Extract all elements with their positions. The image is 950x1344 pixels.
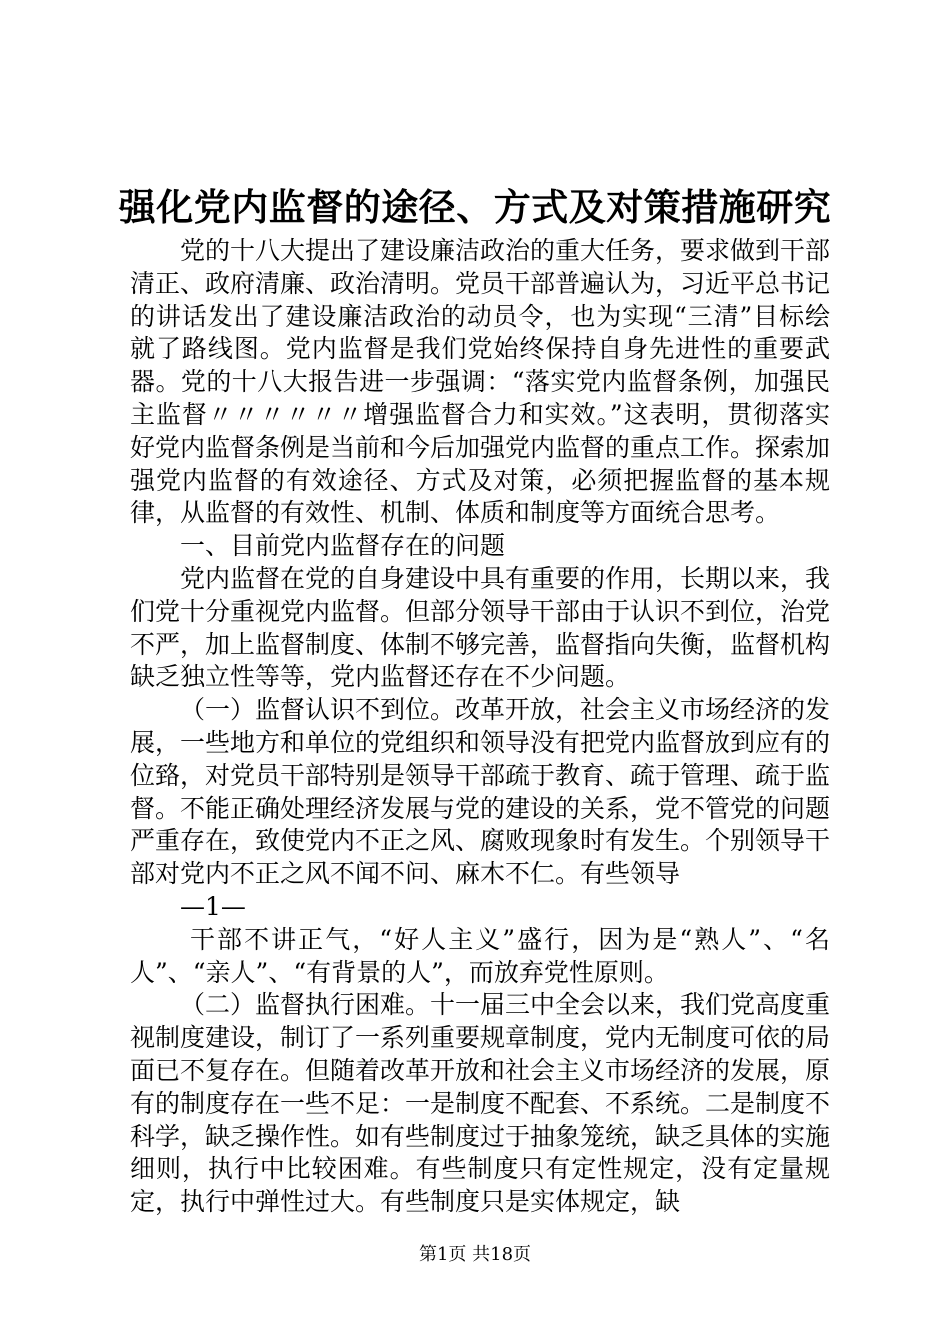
paragraph-continuation: 干部不讲正气，“好人主义”盛行，因为是“熟人”、“名人”、“亲人”、“有背景的人”，而放弃党性原则。 bbox=[130, 924, 830, 987]
document-title: 强化党内监督的途径、方式及对策措施研究 bbox=[118, 185, 832, 229]
section-heading-1: 一、目前党内监督存在的问题 bbox=[180, 531, 506, 561]
paragraph-overview: 党内监督在党的自身建设中具有重要的作用，长期以来，我们党十分重视党内监督。但部分领导干部由于认识不到位，治党不严，加上监督制度、体制不够完善，监督指向失衡，监督机构缺乏独立性等等，党内监督还存在不少问题。 bbox=[130, 563, 831, 692]
inline-page-marker: —1— bbox=[180, 891, 246, 921]
paragraph-intro: 党的十八大提出了建设廉洁政治的重大任务，要求做到干部清正、政府清廉、政治清明。党员干部普遍认为，习近平总书记的讲话发出了建设廉洁政治的动员令，也为实现“三清”目标绘就了路线图。党内监督是我们党始终保持自身先进性的重要武器。党的十八大报告进一步强调：“落实党内监督条例，加强民主监督〃〃〃〃〃〃增强监督合力和实效。”这表明，贯彻落实好党内监督条例是当前和今后加强党内监督的重点工作。探索加强党内监督的有效途径、方式及对策，必须把握监督的基本规律，从监督的有效性、机制、体质和制度等方面统合思考。 bbox=[130, 236, 831, 528]
paragraph-point-2: （二）监督执行困难。十一届三中全会以来，我们党高度重视制度建设，制订了一系列重要规章制度，党内无制度可依的局面已不复存在。但随着改革开放和社会主义市场经济的发展，原有的制度存在一些不足：一是制度不配套、不系统。二是制度不科学，缺乏操作性。如有些制度过于抽象笼统，缺乏具体的实施细则，执行中比较困难。有些制度只有定性规定，没有定量规定，执行中弹性过大。有些制度只是实体规定，缺 bbox=[130, 990, 831, 1217]
paragraph-point-1: （一）监督认识不到位。改革开放，社会主义市场经济的发展，一些地方和单位的党组织和领导没有把党内监督放到应有的位臵，对党员干部特别是领导干部疏于教育、疏于管理、疏于监督。不能正确处理经济发展与党的建设的关系，党不管党的问题严重存在，致使党内不正之风、腐败现象时有发生。个别领导干部对党内不正之风不闻不问、麻木不仁。有些领导 bbox=[130, 695, 831, 889]
page-footer: 第1页 共18页 bbox=[418, 1244, 532, 1265]
document-body bbox=[130, 235, 830, 1219]
